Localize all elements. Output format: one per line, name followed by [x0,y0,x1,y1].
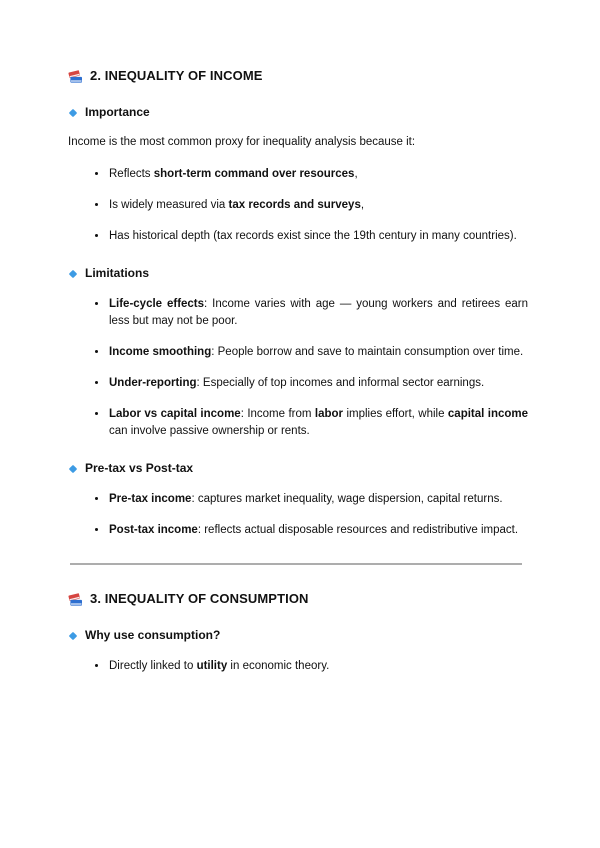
subsection-heading [70,266,528,281]
text-run: , [354,168,358,180]
bold-text-run: tax records and surveys [228,199,361,211]
books-icon [68,592,84,607]
blue-diamond-icon [69,108,77,116]
bold-text-run: labor [314,408,344,420]
bullet-list [68,166,528,245]
bullet-list [68,296,528,440]
document-content [68,68,528,689]
bold-text-run: utility [196,660,228,672]
list-item [108,658,528,675]
subsection-heading-text: Pre-tax vs Post-tax [85,461,194,475]
bold-text-run: Income smoothing [109,346,212,358]
section-heading [68,591,528,607]
bold-text-run: Pre-tax income [109,493,192,505]
text-run: , [360,199,365,211]
text-run: can involve passive ownership or rents. [109,425,310,437]
text-run: Income is the most common proxy for inequality analysis because it: [68,136,416,148]
subsection-heading [70,461,528,476]
bold-text-run: Life-cycle effects [109,298,205,310]
bold-text-run: short-term command over resources [153,168,355,180]
list-item [108,344,528,361]
subsection-heading-text: Why use consumption? [85,628,221,642]
subsection-heading-text: Limitations [85,266,150,280]
bold-text-run: Post-tax income [109,524,198,536]
text-run: Reflects [109,168,154,180]
section-heading-text: 2. INEQUALITY OF INCOME [90,68,263,83]
blue-diamond-icon [69,464,77,472]
text-run: implies effort, while [343,408,448,420]
text-run: : Especially of top incomes and informal sector earnings. [196,377,485,389]
subsection-heading [70,628,528,643]
bold-text-run: capital income [447,408,529,420]
section-heading [68,68,528,84]
list-item [108,522,528,539]
subsection-heading-text: Importance [85,105,150,119]
subsection-heading [70,105,528,120]
bullet-list [68,491,528,539]
list-item [108,296,528,330]
bold-text-run: Under-reporting [109,377,197,389]
section-heading-text: 3. INEQUALITY OF CONSUMPTION [90,591,309,606]
blue-diamond-icon [69,631,77,639]
text-run: Is widely measured via [109,199,229,211]
list-item [108,491,528,508]
text-run: : captures market inequality, wage dispersion, capital returns. [191,493,503,505]
text-run: : Income from [240,408,315,420]
list-item [108,375,528,392]
list-item [108,228,528,245]
text-run: : reflects actual disposable resources and redistributive impact. [197,524,519,536]
text-run: in economic theory. [227,660,330,672]
text-run: : People borrow and save to maintain consumption over time. [211,346,524,358]
bullet-list [68,658,528,675]
text-run: Has historical depth (tax records exist since the 19th century in many countries). [109,230,517,242]
books-icon [68,69,84,84]
section-divider [70,563,522,565]
text-run: : Income varies with age — young workers and retirees earn less but may not be poor. [109,298,529,327]
list-item [108,406,528,440]
list-item [108,197,528,214]
blue-diamond-icon [69,269,77,277]
list-item [108,166,528,183]
paragraph [68,134,528,151]
text-run: Directly linked to [109,660,197,672]
bold-text-run: Labor vs capital income [109,408,241,420]
